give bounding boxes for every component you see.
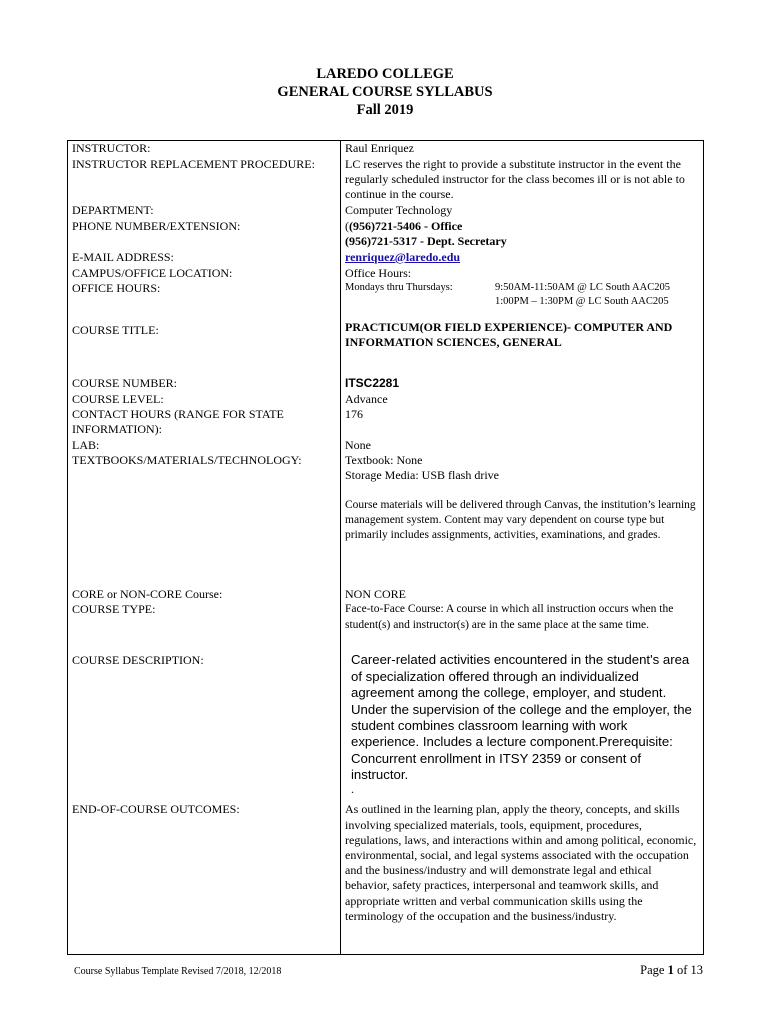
core-label: CORE or NON-CORE Course: bbox=[68, 587, 341, 602]
phone-office: (956)721-5406 - Office bbox=[349, 218, 463, 233]
phone-secretary: (956)721-5317 - Dept. Secretary bbox=[345, 233, 507, 248]
email-label: E-MAIL ADDRESS: bbox=[68, 250, 341, 266]
textbooks-value bbox=[341, 453, 704, 587]
department-label: DEPARTMENT: bbox=[68, 203, 341, 219]
course-level-value: Advance bbox=[341, 392, 704, 407]
syllabus-table bbox=[67, 140, 704, 955]
office-hours-slots bbox=[495, 281, 670, 309]
instructor-label: INSTRUCTOR: bbox=[68, 141, 341, 157]
textbook-line: Textbook: None bbox=[345, 453, 423, 468]
lab-value: None bbox=[341, 438, 704, 453]
outcomes-value: As outlined in the learning plan, apply the theory, concepts, and skills involving specialized materials, tools, equipment, procedures, regulations, laws, and interactions within and among political, economic, environmental, social, and legal systems associated with the occupation and the business/industry and will demonstrate legal and ethical behavior, safety practices, interpersonal and teamwork skills, and appropriate written and verbal communication skills using the terminology of the occupation and the business/industry. bbox=[341, 802, 704, 954]
description-trailing: . bbox=[351, 781, 354, 796]
page-number bbox=[640, 963, 703, 978]
department-value: Computer Technology bbox=[341, 203, 704, 219]
instructor-value: Raul Enriquez bbox=[341, 141, 704, 157]
campus-value: Office Hours: bbox=[341, 266, 704, 281]
office-hours-slot-1: 9:50AM-11:50AM @ LC South AAC205 bbox=[495, 281, 670, 293]
office-hours-days: Mondays thru Thursdays: bbox=[345, 281, 453, 293]
course-number-value: ITSC2281 bbox=[341, 376, 704, 392]
semester: Fall 2019 bbox=[356, 102, 414, 118]
storage-media-line: Storage Media: USB flash drive bbox=[345, 468, 499, 483]
phone-prefix: ( bbox=[345, 218, 349, 233]
lab-label: LAB: bbox=[68, 438, 341, 453]
syllabus-title: GENERAL COURSE SYLLABUS bbox=[277, 84, 493, 100]
footer-revision: Course Syllabus Template Revised 7/2018, 12/2018 bbox=[74, 966, 282, 977]
course-materials-paragraph: Course materials will be delivered through Canvas, the institution’s learning management system. Content may vary dependent on course type but primarily includes assignments, activities, examinations, and grades. bbox=[345, 498, 696, 541]
of-word: of bbox=[676, 963, 688, 977]
outcomes-label: END-OF-COURSE OUTCOMES: bbox=[68, 802, 341, 954]
college-name: LAREDO COLLEGE bbox=[316, 66, 454, 82]
core-value: NON CORE bbox=[341, 587, 704, 602]
course-type-label: COURSE TYPE: bbox=[68, 602, 341, 649]
description-value bbox=[341, 649, 704, 802]
phone-label: PHONE NUMBER/EXTENSION: bbox=[68, 219, 341, 250]
office-hours-value bbox=[341, 281, 704, 317]
page-current: 1 bbox=[667, 963, 674, 977]
contact-hours-value: 176 bbox=[341, 407, 704, 438]
office-hours-label: OFFICE HOURS: bbox=[68, 281, 341, 317]
course-title-label: COURSE TITLE: bbox=[68, 317, 341, 376]
textbooks-label: TEXTBOOKS/MATERIALS/TECHNOLOGY: bbox=[68, 453, 341, 587]
office-hours-slot-2: 1:00PM – 1:30PM @ LC South AAC205 bbox=[495, 295, 669, 307]
phone-value bbox=[341, 219, 704, 250]
replacement-value: LC reserves the right to provide a substitute instructor in the event the regularly scheduled instructor for the class becomes ill or is not able to continue in the course. bbox=[341, 157, 704, 203]
page-total: 13 bbox=[690, 963, 703, 977]
description-text: Career-related activities encountered in the student's area of specialization offered through an individualized agreement among the college, employer, and student. Under the supervision of the college and the employer, the student combines classroom learning with work experience. Includes a lecture component.Prerequisite: Concurrent enrollment in ITSY 2359 or consent of instructor. bbox=[351, 652, 692, 783]
page-word: Page bbox=[640, 963, 665, 977]
description-label: COURSE DESCRIPTION: bbox=[68, 649, 341, 802]
email-link[interactable]: renriquez@laredo.edu bbox=[345, 249, 461, 264]
course-title-value: PRACTICUM(OR FIELD EXPERIENCE)- COMPUTER AND INFORMATION SCIENCES, GENERAL bbox=[341, 317, 704, 376]
replacement-label: INSTRUCTOR REPLACEMENT PROCEDURE: bbox=[68, 157, 341, 203]
course-type-value: Face-to-Face Course: A course in which all instruction occurs when the student(s) and instructor(s) are in the same place at the same time. bbox=[341, 602, 704, 649]
campus-label: CAMPUS/OFFICE LOCATION: bbox=[68, 266, 341, 281]
contact-hours-label: CONTACT HOURS (RANGE FOR STATE INFORMATION): bbox=[68, 407, 341, 438]
course-number-label: COURSE NUMBER: bbox=[68, 376, 341, 392]
course-level-label: COURSE LEVEL: bbox=[68, 392, 341, 407]
